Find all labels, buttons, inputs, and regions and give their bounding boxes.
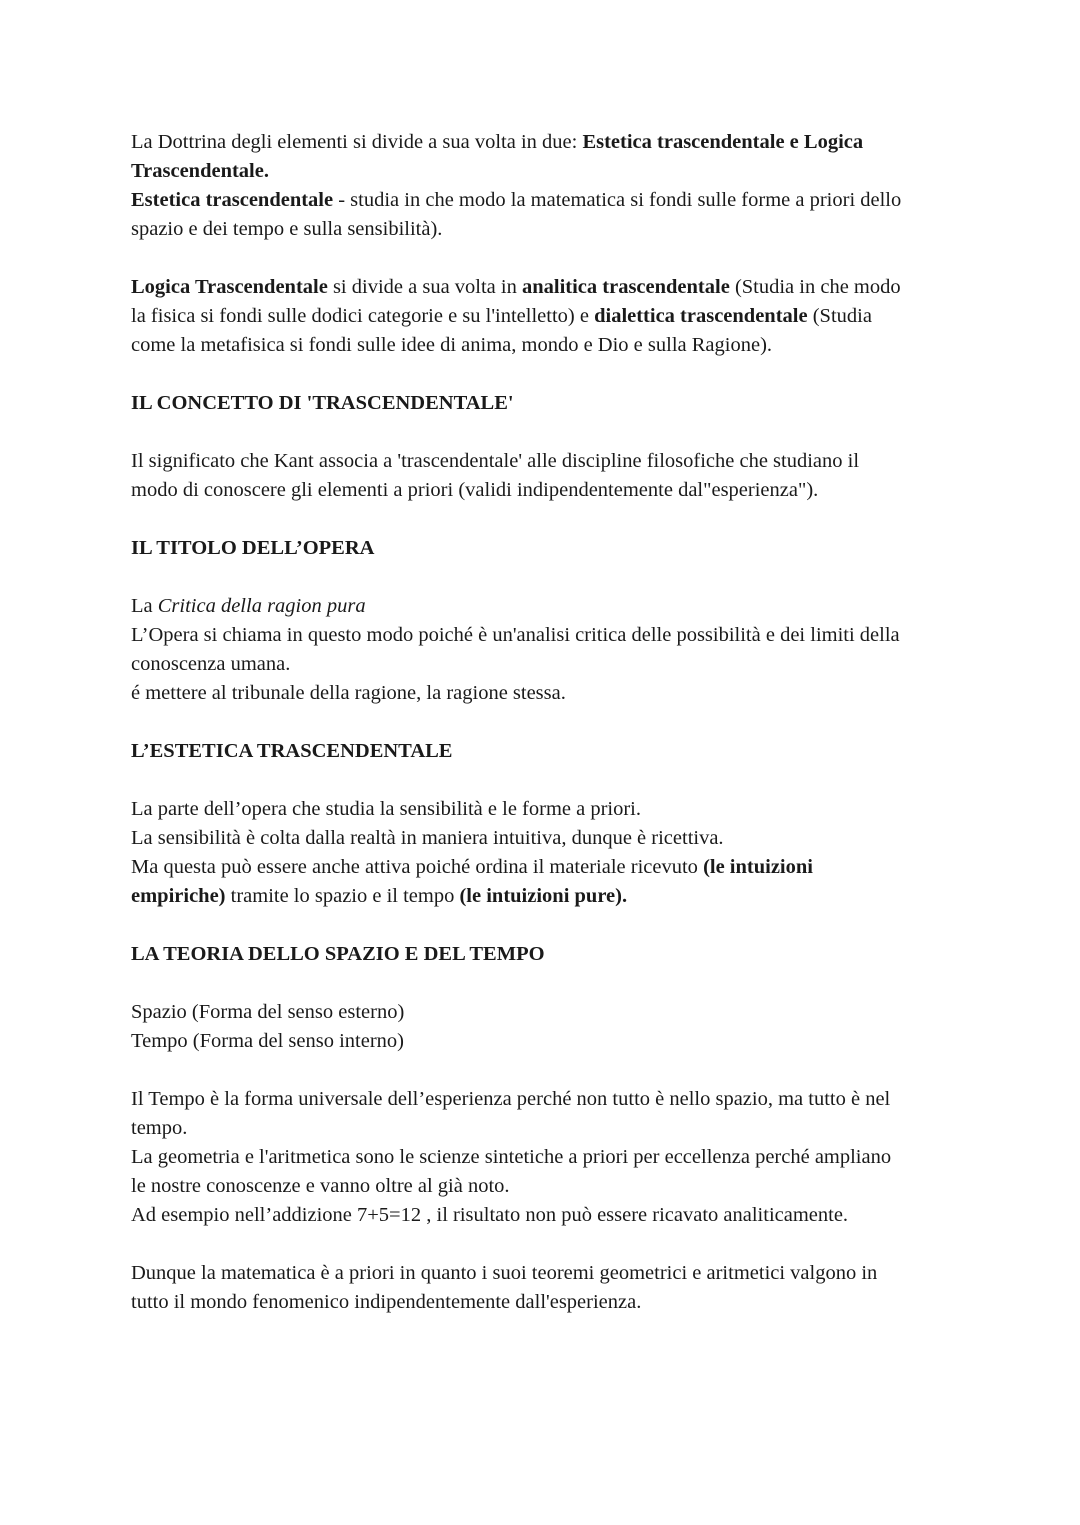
bold-term: Trascendentale. — [131, 160, 269, 182]
document-page — [131, 128, 961, 1346]
paragraph-matematica — [131, 1259, 961, 1317]
section-heading: LA TEORIA DELLO SPAZIO E DEL TEMPO — [131, 943, 545, 965]
paragraph-titolo — [131, 592, 961, 708]
paragraph-spazio-tempo — [131, 998, 961, 1056]
text-line: conoscenza umana. — [131, 653, 291, 675]
text-line: La Critica della ragion pura — [131, 595, 366, 617]
text-line: come la metafisica si fondi sulle idee di anima, mondo e Dio e sulla Ragione). — [131, 334, 773, 356]
section-heading: L’ESTETICA TRASCENDENTALE — [131, 740, 453, 762]
paragraph-concetto — [131, 447, 961, 505]
text-line: Estetica trascendentale - studia in che modo la matematica si fondi sulle forme a priori dello — [131, 189, 902, 211]
text-line — [131, 157, 961, 186]
text-line: modo di conoscere gli elementi a priori (validi indipendentemente dal"esperienza"). — [131, 479, 819, 501]
bold-term: (le intuizioni — [703, 856, 813, 878]
bold-term: dialettica trascendentale — [594, 305, 808, 327]
section-heading: IL CONCETTO DI 'TRASCENDENTALE' — [131, 392, 514, 414]
text-line: Logica Trascendentale si divide a sua volta in analitica trascendentale (Studia in che modo — [131, 276, 901, 298]
bold-term: (le intuizioni pure). — [459, 885, 628, 907]
paragraph-logica — [131, 273, 961, 360]
bold-term: Estetica trascendentale e Logica — [582, 131, 864, 153]
paragraph-estetica — [131, 795, 961, 911]
paragraph-tempo-universale — [131, 1085, 961, 1230]
text-line: La parte dell’opera che studia la sensibilità e le forme a priori. — [131, 798, 642, 820]
bold-term: analitica trascendentale — [521, 276, 730, 298]
text-line: Ma questa può essere anche attiva poiché ordina il materiale ricevuto (le intuizioni — [131, 856, 813, 878]
text-line: empiriche) tramite lo spazio e il tempo (le intuizioni pure). — [131, 885, 628, 907]
text-line: Spazio (Forma del senso esterno) — [131, 1001, 405, 1023]
text-line: Il Tempo è la forma universale dell’esperienza perché non tutto è nello spazio, ma tutto è nel — [131, 1088, 891, 1110]
text-line: L’Opera si chiama in questo modo poiché è un'analisi critica delle possibilità e dei limiti della — [131, 624, 900, 646]
bold-term: empiriche) — [131, 885, 226, 907]
paragraph-dottrina — [131, 128, 961, 244]
text-line: le nostre conoscenze e vanno oltre al già noto. — [131, 1175, 510, 1197]
section-heading: IL TITOLO DELL’OPERA — [131, 537, 375, 559]
text-line: Il significato che Kant associa a 'trascendentale' alle discipline filosofiche che studiano il — [131, 450, 860, 472]
bold-term: Logica Trascendentale — [131, 276, 328, 298]
text-line: Dunque la matematica è a priori in quanto i suoi teoremi geometrici e aritmetici valgono in — [131, 1262, 878, 1284]
bold-term: Estetica trascendentale — [131, 189, 334, 211]
text-line: Tempo (Forma del senso interno) — [131, 1030, 404, 1052]
text-line: spazio e dei tempo e sulla sensibilità). — [131, 218, 443, 240]
text-line: é mettere al tribunale della ragione, la ragione stessa. — [131, 682, 566, 704]
text-line: La geometria e l'aritmetica sono le scienze sintetiche a priori per eccellenza perché ampliano — [131, 1146, 892, 1168]
text-line: La Dottrina degli elementi si divide a sua volta in due: Estetica trascendentale e Logica — [131, 131, 864, 153]
text-line: tempo. — [131, 1117, 188, 1139]
text-line: La sensibilità è colta dalla realtà in maniera intuitiva, dunque è ricettiva. — [131, 827, 724, 849]
italic-title: Critica della ragion pura — [157, 595, 366, 617]
text-line: tutto il mondo fenomenico indipendentemente dall'esperienza. — [131, 1291, 642, 1313]
text-line: Ad esempio nell’addizione 7+5=12 , il risultato non può essere ricavato analiticamente. — [131, 1204, 849, 1226]
text-line: la fisica si fondi sulle dodici categorie e su l'intelletto) e dialettica trascendentale (Studia — [131, 305, 872, 327]
